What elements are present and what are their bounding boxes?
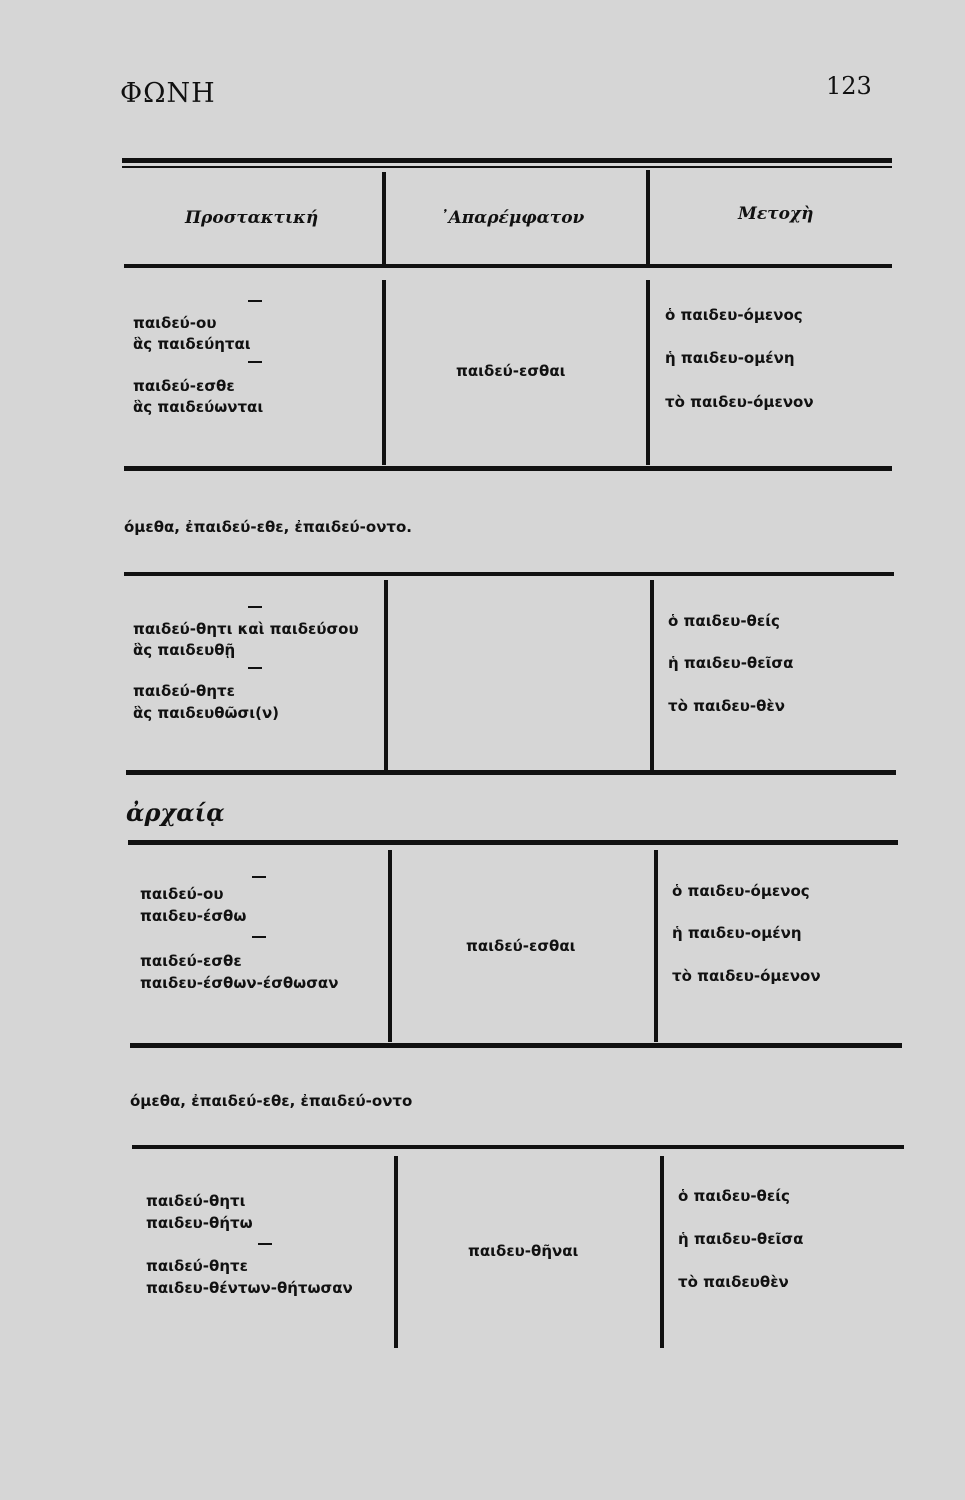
table-4-imperative-line: παιδευ-θήτω — [146, 1214, 253, 1232]
table-3-imperative-line: παιδεύ-εσθε — [140, 952, 242, 970]
table-1-participle-line: τὸ παιδευ-όμενον — [665, 393, 814, 411]
table-4-imperative-line: παιδεύ-θητε — [146, 1257, 248, 1275]
continuation-line-1: όμεθα, ἐπαιδεύ-εθε, ἐπαιδεύ-οντο. — [124, 518, 412, 536]
table-4-imperative-line: παιδεύ-θητι — [146, 1192, 246, 1210]
table-3-top-rule — [128, 840, 898, 845]
archaic-label: ἀρχαίᾳ — [126, 798, 225, 827]
table-3-participle-line: τὸ παιδευ-όμενον — [672, 967, 821, 985]
dash-mark — [248, 300, 262, 302]
table-2-participle-line: ἡ παιδευ-θεῖσα — [668, 654, 794, 672]
column-divider — [654, 850, 658, 1042]
dash-mark — [252, 936, 266, 938]
column-divider — [646, 170, 650, 266]
column-divider — [394, 1156, 398, 1348]
dash-mark — [252, 876, 266, 878]
column-divider — [660, 1156, 664, 1348]
table-2-bottom-rule — [126, 770, 896, 775]
page-header-title: ΦΩΝΗ — [120, 78, 216, 109]
dash-mark — [248, 361, 262, 363]
table-2-imperative-line: ἃς παιδευθῶσι(ν) — [133, 704, 280, 722]
continuation-line-2: όμεθα, ἐπαιδεύ-εθε, ἐπαιδεύ-οντο — [130, 1092, 413, 1110]
table-3-participle-line: ἡ παιδευ-ομένη — [672, 924, 802, 942]
table-1-bottom-rule — [124, 466, 892, 471]
top-rule-thin — [122, 166, 892, 168]
column-header-imperative: Προστακτική — [185, 208, 319, 228]
table-1-imperative-line: ἃς παιδεύωνται — [133, 398, 264, 416]
table-1-imperative-line: ἃς παιδεύηται — [133, 335, 251, 353]
column-divider — [646, 280, 650, 465]
table-2-imperative-line: παιδεύ-θητι καὶ παιδεύσου — [133, 620, 359, 638]
table-2-top-rule — [124, 572, 894, 576]
table-1-infinitive: παιδεύ-εσθαι — [456, 362, 566, 380]
column-divider — [388, 850, 392, 1042]
page-number: 123 — [826, 72, 872, 100]
table-2-participle-line: τὸ παιδευ-θὲν — [668, 697, 785, 715]
column-header-participle: Μετοχὴ — [738, 204, 814, 224]
table-1-participle-line: ἡ παιδευ-ομένη — [665, 349, 795, 367]
dash-mark — [248, 667, 262, 669]
header-rule — [124, 264, 892, 268]
table-4-infinitive: παιδευ-θῆναι — [468, 1242, 579, 1260]
column-divider — [382, 172, 386, 266]
table-2-imperative-line: ἃς παιδευθῇ — [133, 641, 236, 659]
table-4-participle-line: τὸ παιδευθὲν — [678, 1273, 789, 1291]
table-3-imperative-line: παιδεύ-ου — [140, 885, 224, 903]
table-1-imperative-line: παιδεύ-ου — [133, 314, 217, 332]
table-3-infinitive: παιδεύ-εσθαι — [466, 937, 576, 955]
table-3-imperative-line: παιδευ-έσθω — [140, 907, 247, 925]
column-header-infinitive: ᾿Απαρέμφατον — [440, 208, 585, 228]
column-divider — [384, 580, 388, 770]
column-divider — [382, 280, 386, 465]
table-2-participle-line: ὁ παιδευ-θείς — [668, 612, 780, 630]
table-4-top-rule — [132, 1145, 904, 1149]
dash-mark — [258, 1243, 272, 1245]
dash-mark — [248, 606, 262, 608]
table-3-imperative-line: παιδευ-έσθων-έσθωσαν — [140, 974, 339, 992]
table-3-bottom-rule — [130, 1043, 902, 1048]
table-3-participle-line: ὁ παιδευ-όμενος — [672, 882, 810, 900]
table-4-imperative-line: παιδευ-θέντων-θήτωσαν — [146, 1279, 353, 1297]
table-4-participle-line: ὁ παιδευ-θείς — [678, 1187, 790, 1205]
table-4-participle-line: ἡ παιδευ-θεῖσα — [678, 1230, 804, 1248]
table-1-participle-line: ὁ παιδευ-όμενος — [665, 306, 803, 324]
table-2-imperative-line: παιδεύ-θητε — [133, 682, 235, 700]
column-divider — [650, 580, 654, 770]
top-rule — [122, 158, 892, 163]
table-1-imperative-line: παιδεύ-εσθε — [133, 377, 235, 395]
